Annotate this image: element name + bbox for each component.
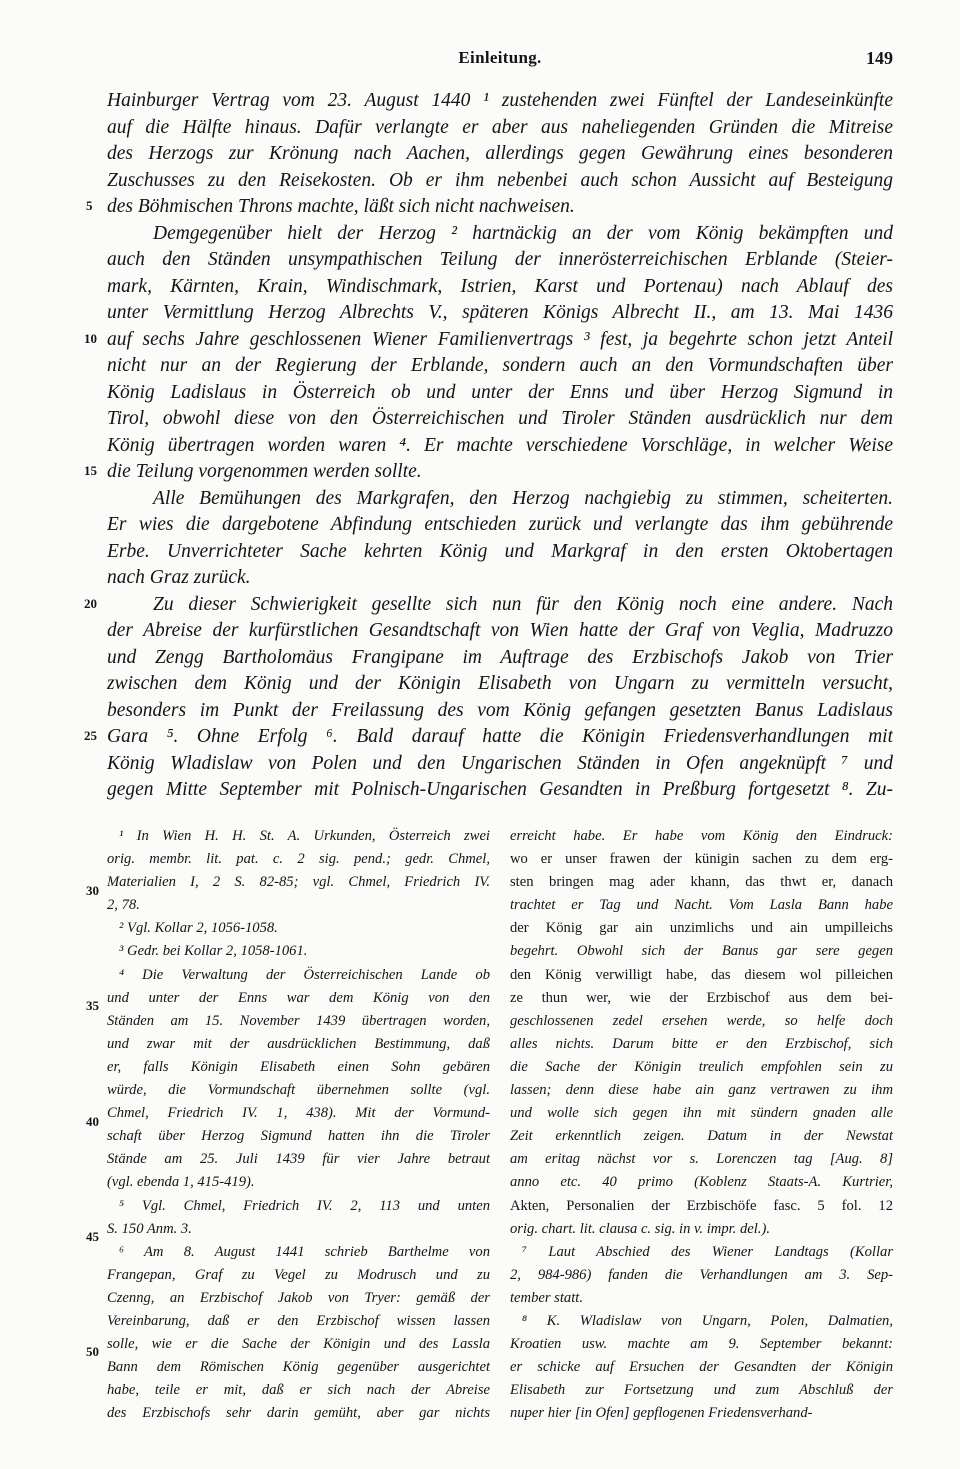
main-line: Demgegenüber hielt der Herzog ² hartnäckig an der vom König bekämpften und bbox=[153, 222, 893, 244]
line-number: 10 bbox=[84, 331, 97, 346]
main-line: nach Graz zurück. bbox=[107, 567, 251, 588]
footnote-line: schaft über Herzog Sigmund hatten ihn die Tiroler bbox=[107, 1128, 490, 1145]
main-line: die Teilung vorgenommen werden sollte. bbox=[107, 461, 422, 482]
main-line: und Zengg Bartholomäus Frangipane im Auftrage des Erzbischofs Jakob von Trier bbox=[107, 646, 893, 668]
main-line: mark, Kärnten, Krain, Windischmark, Istrien, Karst und Portenau) nach Ablauf des bbox=[107, 275, 893, 297]
footnote-line: alles nichts. Darum bitte er den Erzbischof, sich bbox=[510, 1035, 893, 1052]
main-line: Zu dieser Schwierigkeit gesellte sich nun für den König noch eine andere. Nach bbox=[153, 593, 893, 615]
main-line: Gara ⁵. Ohne Erfolg ⁶. Bald darauf hatte die Königin Friedensverhandlungen mit bbox=[107, 726, 893, 747]
footnote-line: und unter der Enns war dem König von den bbox=[107, 989, 490, 1006]
main-line: auf die Hälfte hinaus. Dafür verlangte er aber aus naheliegenden Gründen die Mitreise bbox=[107, 116, 893, 138]
main-text bbox=[107, 88, 893, 804]
main-line: gegen Mitte September mit Polnisch-Ungarischen Gesandten in Preßburg fortgesetzt ⁸. Zu- bbox=[107, 779, 893, 800]
footnote-line: S. 150 Anm. 3. bbox=[107, 1220, 192, 1237]
footnote-line: trachtet er Tag und Nacht. Vom Lasla Bann habe bbox=[510, 897, 893, 914]
footnote-line: tember statt. bbox=[510, 1289, 583, 1306]
footnote-line: ⁴ Die Verwaltung der Österreichischen Lande ob bbox=[119, 966, 490, 983]
footnote-line: Bann dem Römischen König gegenüber ausgerichtet bbox=[107, 1359, 490, 1376]
footnote-line: Chmel, Friedrich IV. 1, 438). Mit der Vormund- bbox=[107, 1105, 490, 1122]
main-line: besonders im Punkt der Freilassung des vom König gefangen gesetzten Banus Ladislaus bbox=[107, 699, 893, 721]
footnote-line: sten bringen mag ader khann, das thwt er, danach bbox=[510, 874, 893, 891]
footnote-line: Materialien I, 2 S. 82-85; vgl. Chmel, Friedrich IV. bbox=[107, 874, 490, 891]
footnote-line: anno etc. 40 primo (Koblenz Staats-A. Kurtrier, bbox=[510, 1174, 893, 1191]
line-number: 25 bbox=[84, 728, 97, 743]
footnote-line: Kroatien usw. machte am 9. September bekannt: bbox=[510, 1336, 893, 1353]
footnote-line: die Sache der Königin treulich empfohlen sein zu bbox=[510, 1058, 893, 1075]
main-line: Zuschusses zu den Reisekosten. Ob er ihm nebenbei auch schon Aussicht auf Besteigung bbox=[107, 169, 893, 191]
footnote-line-number: 35 bbox=[86, 998, 99, 1013]
footnote-line: er, falls Königin Elisabeth einen Sohn gebären bbox=[107, 1058, 490, 1075]
footnote-line: orig. chart. lit. clausa c. sig. in v. impr. del.). bbox=[510, 1220, 770, 1237]
footnote-line: Elisabeth zur Fortsetzung und zum Abschluß der bbox=[510, 1382, 893, 1399]
footnote-line: ⁶ Am 8. August 1441 schrieb Barthelme von bbox=[119, 1243, 490, 1260]
main-line: zwischen dem König und der Königin Elisabeth von Ungarn zu vermitteln versucht, bbox=[107, 673, 893, 694]
footnote-line: würde, die Vormundschaft übernehmen sollte (vgl. bbox=[107, 1082, 490, 1099]
footnote-line: und zwar mit der ausdrücklichen Bestimmung, daß bbox=[107, 1035, 490, 1052]
footnote-line: ⁷ Laut Abschied des Wiener Landtags (Kollar bbox=[522, 1243, 893, 1260]
footnote-line: Vereinbarung, daß er den Erzbischof wissen lassen bbox=[107, 1312, 490, 1329]
main-line: König übertragen worden waren ⁴. Er machte verschiedene Vorschläge, in welcher Weise bbox=[107, 434, 893, 456]
footnotes-left-column bbox=[107, 825, 490, 1425]
footnote-line-number: 45 bbox=[86, 1229, 99, 1244]
main-line: König Wladislaw von Polen und den Ungarischen Ständen in Ofen angeknüpft ⁷ und bbox=[107, 752, 893, 774]
footnote-line: Zeit erkenntlich zeigen. Datum in der Newstat bbox=[510, 1128, 893, 1145]
footnotes-right-column bbox=[510, 825, 893, 1425]
footnote-line: orig. membr. lit. pat. c. 2 sig. pend.; gedr. Chmel, bbox=[107, 851, 490, 868]
footnote-line: ze thun wer, wie der Erzbischof aus dem bei- bbox=[510, 989, 893, 1006]
footnote-line-number: 30 bbox=[86, 883, 99, 898]
main-line: auch den Ständen unsympathischen Teilung der innerösterreichischen Erblande (Steier- bbox=[107, 249, 893, 270]
line-number: 15 bbox=[84, 463, 97, 478]
footnote-line: ² Vgl. Kollar 2, 1056-1058. bbox=[119, 920, 278, 937]
running-title: Einleitung. bbox=[458, 48, 542, 67]
line-number: 5 bbox=[86, 198, 93, 213]
footnote-line-number: 40 bbox=[86, 1114, 99, 1129]
footnote-line: Stände am 25. Juli 1439 für vier Jahre betraut bbox=[107, 1151, 490, 1168]
footnote-line: des Erzbischofs sehr darin gemüht, aber gar nichts bbox=[107, 1405, 490, 1422]
footnote-line: solle, wie er die Sache der Königin und des Lassla bbox=[107, 1336, 490, 1353]
main-line: des Herzogs zur Krönung nach Aachen, allerdings gegen Gewährung eines besonderen bbox=[107, 143, 893, 164]
footnote-line: Akten, Personalien der Erzbischöfe fasc. 5 fol. 12 bbox=[510, 1197, 893, 1214]
main-line: der Abreise der kurfürstlichen Gesandtschaft von Wien hatte der Graf von Veglia, Madruzzo bbox=[107, 620, 893, 641]
footnote-line: nuper hier [in Ofen] gepflogenen Friedensverhand- bbox=[510, 1405, 813, 1422]
main-line: des Böhmischen Throns machte, läßt sich nicht nachweisen. bbox=[107, 196, 575, 217]
footnote-line: ³ Gedr. bei Kollar 2, 1058-1061. bbox=[119, 943, 308, 960]
footnote-line: und wolle sich gegen ihn mit sündern gnaden alle bbox=[510, 1105, 893, 1122]
line-number: 20 bbox=[84, 596, 97, 611]
footnote-line: den König verwilligt habe, das diesem wol pilleichen bbox=[510, 966, 893, 983]
footnote-line: lassen; denn diese habe ain ganz vertrawen zu ihm bbox=[510, 1082, 893, 1099]
footnote-line: 2, 78. bbox=[107, 897, 140, 914]
page-number: 149 bbox=[866, 48, 893, 68]
footnote-line: ¹ In Wien H. H. St. A. Urkunden, Österreich zwei bbox=[119, 828, 490, 844]
footnote-line: am eritag nächst vor s. Lorenczen tag [Aug. 8] bbox=[510, 1151, 893, 1168]
footnote-line: 2, 984-986) fanden die Verhandlungen am 3. Sep- bbox=[510, 1266, 893, 1283]
main-line: Alle Bemühungen des Markgrafen, den Herzog nachgiebig zu stimmen, scheiterten. bbox=[153, 487, 893, 509]
footnote-line-number: 50 bbox=[86, 1344, 99, 1359]
footnote-line: erreicht habe. Er habe vom König den Eindruck: bbox=[510, 828, 893, 844]
footnote-line: (vgl. ebenda 1, 415-419). bbox=[107, 1174, 255, 1191]
main-line: Er wies die dargebotene Abfindung entschieden zurück und verlangte das ihm gebührende bbox=[107, 514, 893, 535]
footnote-line: Ständen am 15. November 1439 übertragen worden, bbox=[107, 1012, 490, 1029]
footnote-line: der König gar ain unzimlichs und ain umpilleichs bbox=[510, 920, 893, 937]
footnote-line: ⁸ K. Wladislaw von Ungarn, Polen, Dalmatien, bbox=[522, 1312, 893, 1329]
footnote-line: wo er unser frawen der künigin sachen zu dem erg- bbox=[510, 851, 893, 868]
footnote-line: er schicke auf Ersuchen der Gesandten der Königin bbox=[510, 1359, 893, 1376]
main-line: unter Vermittlung Herzog Albrechts V., späteren Königs Albrecht II., am 13. Mai 1436 bbox=[107, 302, 893, 323]
footnote-line: geschlossenen zedel ersehen werde, so helfe doch bbox=[510, 1012, 893, 1029]
running-header bbox=[107, 48, 893, 74]
main-line: Hainburger Vertrag vom 23. August 1440 ¹ zustehenden zwei Fünftel der Landeseinkünfte bbox=[107, 90, 893, 111]
main-line: König Ladislaus in Österreich ob und unter der Enns und über Herzog Sigmund in bbox=[107, 381, 893, 403]
footnote-line: begehrt. Obwohl sich der Banus gar sere gegen bbox=[510, 943, 893, 960]
footnote-line: ⁵ Vgl. Chmel, Friedrich IV. 2, 113 und unten bbox=[119, 1197, 490, 1214]
footnote-line: habe, teile er mit, daß er sich nach der Abreise bbox=[107, 1382, 490, 1399]
footnote-line: Frangepan, Graf zu Vegel zu Modrusch und zu bbox=[107, 1266, 490, 1283]
main-line: auf sechs Jahre geschlossenen Wiener Familienvertrags ³ fest, ja begehrte schon jetzt Anteil bbox=[107, 328, 893, 350]
main-line: Erbe. Unverrichteter Sache kehrten König und Markgraf in den ersten Oktobertagen bbox=[107, 540, 893, 562]
main-line: nicht nur an der Regierung der Erblande, sondern auch an den Vormundschaften über bbox=[107, 355, 893, 376]
main-line: Tirol, obwohl diese von den Österreichischen und Tiroler Ständen ausdrücklich nur dem bbox=[107, 408, 893, 429]
footnote-line: Czenng, an Erzbischof Jakob von Tryer: gemäß der bbox=[107, 1289, 490, 1306]
